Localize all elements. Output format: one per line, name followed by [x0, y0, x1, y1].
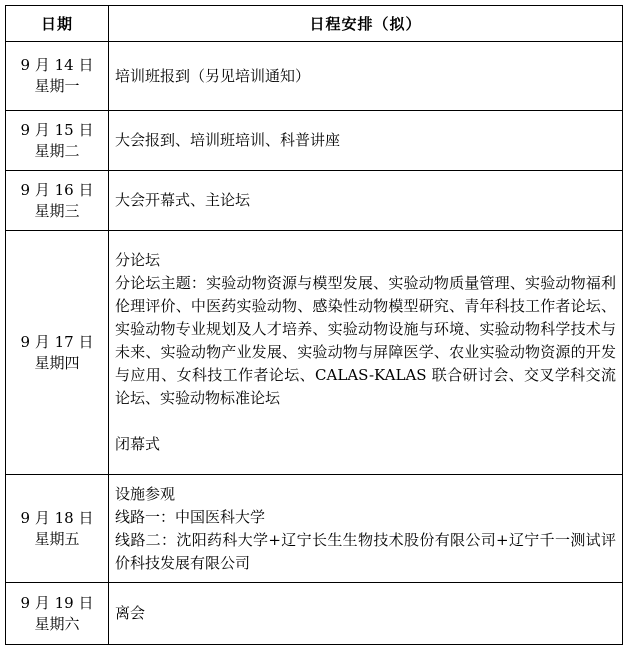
weekday-text: 星期三: [34, 201, 80, 220]
schedule-line: 大会报到、培训班培训、科普讲座: [115, 131, 341, 149]
schedule-cell: [109, 231, 623, 475]
schedule-line: 大会开幕式、主论坛: [115, 191, 251, 209]
schedule-line: 线路二：沈阳药科大学+辽宁长生生物技术股份有限公司+辽宁千一测试评价科技发展有限公司: [115, 530, 616, 572]
schedule-line: 设施参观: [115, 484, 176, 503]
table-row: [6, 475, 623, 583]
weekday-text: 星期二: [34, 141, 80, 160]
schedule-cell: [109, 475, 623, 583]
schedule-cell: [109, 42, 623, 111]
table-row: [6, 171, 623, 231]
date-text: 9 月 16 日: [20, 180, 94, 199]
date-cell: [6, 583, 109, 645]
schedule-table: [5, 5, 623, 645]
header-row: [6, 6, 623, 42]
weekday-text: 星期六: [34, 614, 80, 633]
date-header: 日期: [6, 6, 109, 42]
date-cell: [6, 475, 109, 583]
schedule-cell: [109, 583, 623, 645]
date-text: 9 月 17 日: [20, 332, 94, 351]
date-cell: [6, 171, 109, 231]
weekday-text: 星期五: [34, 529, 80, 548]
table-row: [6, 42, 623, 111]
table-row: [6, 111, 623, 171]
schedule-line: 离会: [115, 604, 146, 622]
schedule-line: 闭幕式: [115, 435, 161, 453]
date-cell: [6, 111, 109, 171]
schedule-cell: [109, 111, 623, 171]
schedule-header: 日程安排（拟）: [109, 6, 623, 42]
weekday-text: 星期一: [34, 77, 80, 95]
table-row: [6, 583, 623, 645]
schedule-line: 分论坛主题：实验动物资源与模型发展、实验动物质量管理、实验动物福利伦理评价、中医药实验动物、感染性动物模型研究、青年科技工作者论坛、实验动物专业规划及人才培养、实验动物设施与环境、实验动物科学技术与未来、实验动物产业发展、实验动物与屏障医学、农业实验动物资源的开发与应用、女科技工作者论坛、CALAS-KALAS 联合研讨会、交叉学科交流论坛、实验动物标准论坛: [115, 274, 616, 407]
date-text: 9 月 19 日: [20, 593, 94, 612]
schedule-line: 培训班报到（另见培训通知）: [115, 66, 311, 85]
date-text: 9 月 15 日: [20, 120, 94, 139]
blank-line: [115, 410, 616, 433]
weekday-text: 星期四: [34, 353, 80, 372]
date-cell: [6, 231, 109, 475]
schedule-line: 分论坛: [115, 251, 161, 269]
schedule-cell: [109, 171, 623, 231]
date-text: 9 月 18 日: [20, 508, 94, 527]
table-row: [6, 231, 623, 475]
date-cell: [6, 42, 109, 111]
date-text: 9 月 14 日: [20, 56, 94, 74]
schedule-line: 线路一：中国医科大学: [115, 507, 266, 526]
